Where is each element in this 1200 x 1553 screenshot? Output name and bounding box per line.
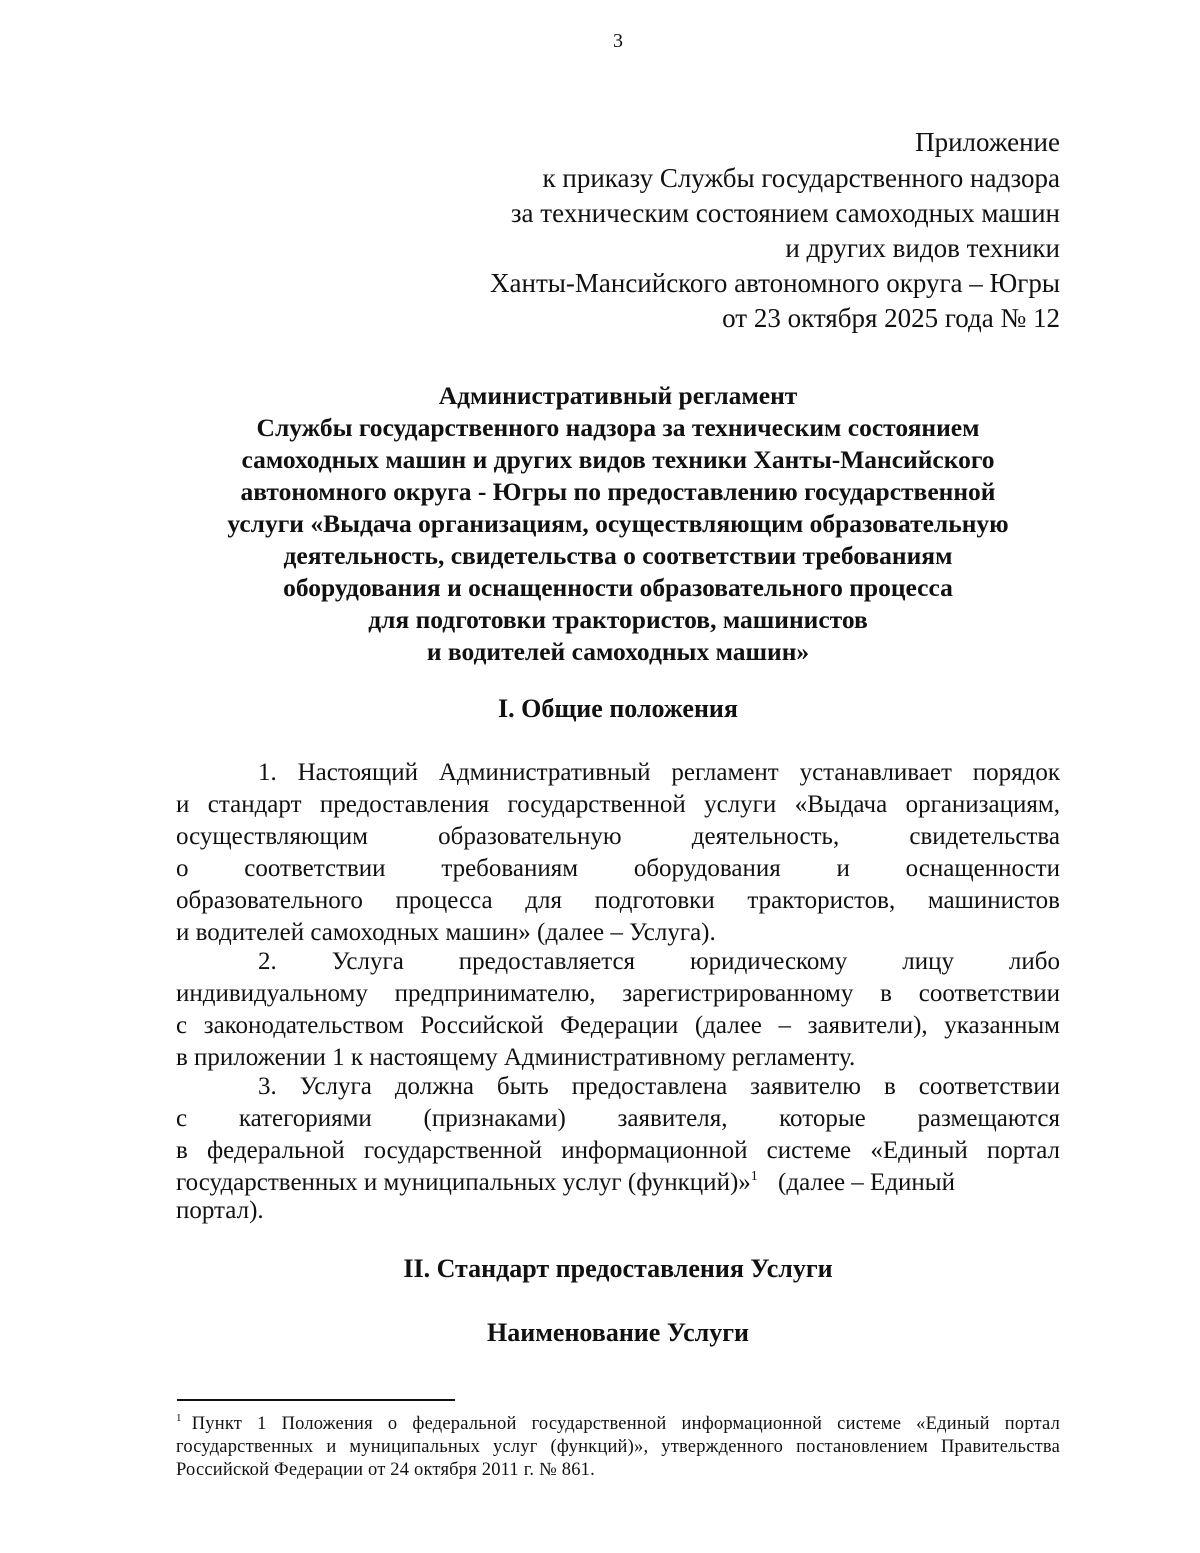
title-line: деятельность, свидетельства о соответствии требованиям [283,541,953,570]
title-line: самоходных машин и других видов техники Ханты-Мансийского [241,445,995,474]
paragraph-line: 1. Настоящий Административный регламент устанавливает порядок [258,759,1060,786]
footnote-text: Пункт 1 Положения о федеральной государственной информационной системе «Единый портал [191,1414,1060,1434]
title-line: для подготовки трактористов, машинистов [368,605,868,634]
footnote-divider [177,1399,455,1401]
section-heading-general: I. Общие положения [498,694,738,723]
page-number: 3 [613,30,623,52]
paragraph-line: и стандарт предоставления государственной услуги «Выдача организациям, [176,791,1060,818]
appendix-line: к приказу Службы государственного надзора [542,163,1060,193]
appendix-line: Приложение [915,127,1060,157]
title-line: услуги «Выдача организациям, осуществляющим образовательную [227,509,1009,538]
footnote-line: Российской Федерации от 24 октября 2011 г. № 861. [176,1460,595,1480]
title-line: автономного округа - Югры по предоставлению государственной [240,477,996,506]
appendix-line: от 23 октября 2025 года № 12 [722,303,1060,333]
footnote-reference: 1 [750,1169,758,1184]
title-line: оборудования и оснащенности образовательного процесса [283,573,953,602]
footnote-line: государственных и муниципальных услуг (функций)», утвержденного постановлением Правительства [176,1437,1060,1457]
title-line: Службы государственного надзора за техническим состоянием [256,413,980,442]
paragraph-line: 3. Услуга должна быть предоставлена заявителю в соответствии [258,1073,1060,1100]
paragraph-text: (далее – Единый [771,1169,955,1196]
title-line: и водителей самоходных машин» [426,637,810,666]
appendix-line: Ханты-Мансийского автономного округа – Югры [490,268,1060,298]
paragraph-line: 2. Услуга предоставляется юридическому лицу либо [258,948,1060,975]
paragraph-line: с законодательством Российской Федерации (далее – заявители), указанным [176,1012,1060,1039]
footnote-line [176,1413,1060,1436]
paragraph-line: о соответствии требованиям оборудования и оснащенности [176,855,1060,882]
title-line: Административный регламент [438,381,798,410]
paragraph-line: образовательного процесса для подготовки трактористов, машинистов [176,887,1060,914]
subsection-heading: Наименование Услуги [486,1318,750,1347]
appendix-line: и других видов техники [785,233,1060,263]
paragraph-line: в федеральной государственной информационной системе «Единый портал [176,1137,1060,1164]
paragraph-line: осуществляющим образовательную деятельность, свидетельства [176,823,1060,850]
appendix-line: за техническим состоянием самоходных машин [510,198,1060,228]
footnote-mark: 1 [176,1412,182,1424]
paragraph-text: государственных и муниципальных услуг (функций)» [176,1169,751,1196]
paragraph-line: индивидуальному предпринимателю, зарегистрированному в соответствии [176,980,1060,1007]
paragraph-line: с категориями (признаками) заявителя, которые размещаются [176,1105,1060,1132]
paragraph-line: и водителей самоходных машин» (далее – Услуга). [176,919,716,946]
paragraph-line: в приложении 1 к настоящему Административному регламенту. [176,1044,856,1071]
section-heading-standard: II. Стандарт предоставления Услуги [403,1254,833,1283]
paragraph-line: портал). [176,1197,264,1224]
